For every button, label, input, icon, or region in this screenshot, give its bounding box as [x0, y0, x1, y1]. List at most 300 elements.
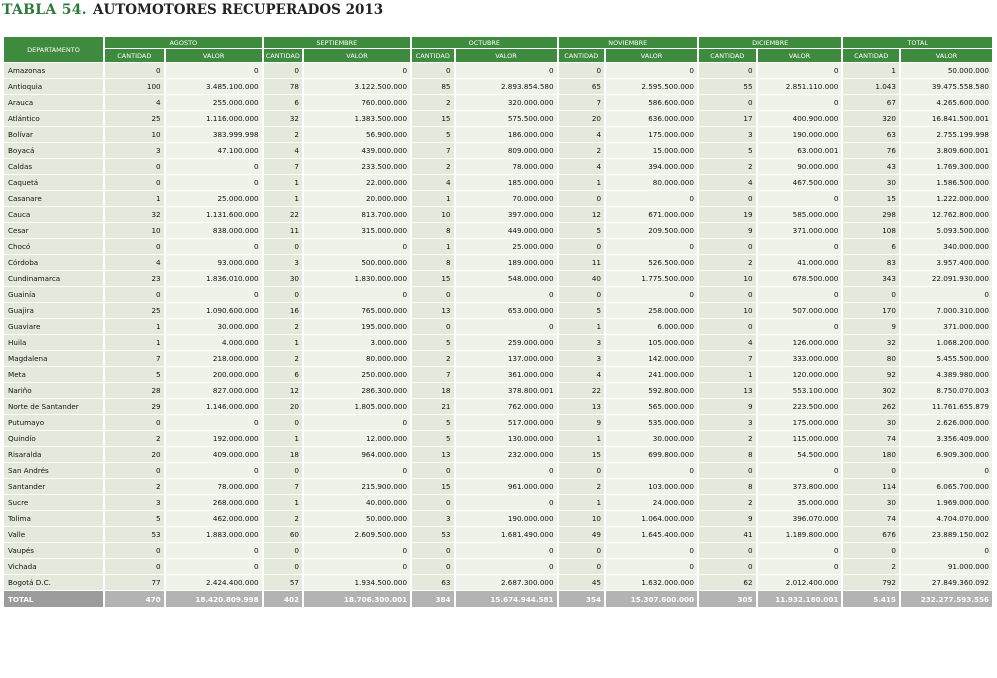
cantidad-cell: 4	[264, 143, 302, 158]
cantidad-cell: 0	[264, 239, 302, 254]
valor-cell: 0	[304, 415, 410, 430]
table-row	[4, 495, 992, 510]
valor-cell: 0	[456, 463, 557, 478]
cantidad-cell: 85	[412, 79, 453, 94]
cantidad-cell: 0	[264, 415, 302, 430]
valor-cell: 126.000.000	[758, 335, 842, 350]
valor-cell: 449.000.000	[456, 223, 557, 238]
valor-cell: 0	[456, 495, 557, 510]
valor-cell: 22.000.000	[304, 175, 410, 190]
cantidad-cell: 1	[699, 367, 756, 382]
cantidad-cell: 62	[699, 575, 756, 590]
departamento-cell: Huila	[4, 335, 103, 350]
departamento-cell: Córdoba	[4, 255, 103, 270]
valor-cell: 396.070.000	[758, 511, 842, 526]
cantidad-cell: 0	[264, 287, 302, 302]
valor-cell: 653.000.000	[456, 303, 557, 318]
header-cantidad: CANTIDAD	[264, 49, 302, 62]
cantidad-cell: 10	[105, 127, 164, 142]
cantidad-cell: 15	[412, 479, 453, 494]
cantidad-cell: 1.043	[843, 79, 899, 94]
table-row	[4, 159, 992, 174]
cantidad-cell: 0	[412, 63, 453, 78]
valor-cell: 1.189.800.000	[758, 527, 842, 542]
cantidad-cell: 15	[412, 111, 453, 126]
cantidad-cell: 0	[843, 287, 899, 302]
cantidad-cell: 10	[105, 223, 164, 238]
table-row	[4, 79, 992, 94]
departamento-cell: Cundinamarca	[4, 271, 103, 286]
cantidad-cell: 2	[264, 511, 302, 526]
valor-cell: 827.000.000	[166, 383, 262, 398]
cantidad-cell: 20	[559, 111, 604, 126]
valor-cell: 175.000.000	[606, 127, 697, 142]
header-departamento: DEPARTAMENTO	[4, 37, 103, 62]
valor-cell: 5.093.500.000	[901, 223, 992, 238]
valor-cell: 2.609.500.000	[304, 527, 410, 542]
valor-cell: 223.500.000	[758, 399, 842, 414]
cantidad-cell: 5	[559, 303, 604, 318]
valor-cell: 286.300.000	[304, 383, 410, 398]
cantidad-cell: 8	[699, 479, 756, 494]
valor-cell: 215.900.000	[304, 479, 410, 494]
valor-cell: 1.586.500.000	[901, 175, 992, 190]
valor-cell: 517.000.000	[456, 415, 557, 430]
table-row	[4, 575, 992, 590]
table-row	[4, 367, 992, 382]
cantidad-cell: 15	[412, 271, 453, 286]
valor-cell: 232.000.000	[456, 447, 557, 462]
valor-cell: 586.600.000	[606, 95, 697, 110]
valor-cell: 5.455.500.000	[901, 351, 992, 366]
valor-cell: 20.000.000	[304, 191, 410, 206]
valor-cell: 6.065.700.000	[901, 479, 992, 494]
valor-cell: 409.000.000	[166, 447, 262, 462]
cantidad-cell: 384	[412, 591, 453, 607]
cantidad-cell: 0	[105, 63, 164, 78]
cantidad-cell: 3	[412, 511, 453, 526]
valor-cell: 41.000.000	[758, 255, 842, 270]
valor-cell: 0	[606, 63, 697, 78]
valor-cell: 361.000.000	[456, 367, 557, 382]
cantidad-cell: 19	[699, 207, 756, 222]
departamento-cell: Bolívar	[4, 127, 103, 142]
cantidad-cell: 4	[105, 95, 164, 110]
valor-cell: 93.000.000	[166, 255, 262, 270]
departamento-cell: Antioquia	[4, 79, 103, 94]
cantidad-cell: 7	[264, 159, 302, 174]
cantidad-cell: 13	[699, 383, 756, 398]
cantidad-cell: 11	[559, 255, 604, 270]
valor-cell: 137.000.000	[456, 351, 557, 366]
header-month-diciembre: DICIEMBRE	[699, 37, 841, 48]
valor-cell: 103.000.000	[606, 479, 697, 494]
valor-cell: 0	[456, 63, 557, 78]
valor-cell: 258.000.000	[606, 303, 697, 318]
valor-cell: 809.000.000	[456, 143, 557, 158]
valor-cell: 340.000.000	[901, 239, 992, 254]
valor-cell: 0	[758, 63, 842, 78]
cantidad-cell: 9	[699, 399, 756, 414]
valor-cell: 218.000.000	[166, 351, 262, 366]
valor-cell: 0	[166, 287, 262, 302]
valor-cell: 190.000.000	[758, 127, 842, 142]
cantidad-cell: 8	[412, 255, 453, 270]
table-row	[4, 431, 992, 446]
header-total: TOTAL	[843, 37, 992, 48]
table-title	[2, 2, 383, 24]
valor-cell: 535.000.000	[606, 415, 697, 430]
cantidad-cell: 22	[559, 383, 604, 398]
cantidad-cell: 3	[699, 127, 756, 142]
cantidad-cell: 3	[264, 255, 302, 270]
valor-cell: 115.000.000	[758, 431, 842, 446]
cantidad-cell: 0	[699, 463, 756, 478]
valor-cell: 2.424.400.000	[166, 575, 262, 590]
valor-cell: 0	[166, 239, 262, 254]
cantidad-cell: 5.415	[843, 591, 899, 607]
valor-cell: 1.883.000.000	[166, 527, 262, 542]
valor-cell: 241.000.000	[606, 367, 697, 382]
cantidad-cell: 0	[843, 463, 899, 478]
cantidad-cell: 7	[412, 367, 453, 382]
cantidad-cell: 100	[105, 79, 164, 94]
valor-cell: 4.704.070.000	[901, 511, 992, 526]
valor-cell: 1.769.300.000	[901, 159, 992, 174]
valor-cell: 18.706.300.001	[304, 591, 410, 607]
valor-cell: 765.000.000	[304, 303, 410, 318]
cantidad-cell: 63	[412, 575, 453, 590]
header-valor: VALOR	[606, 49, 697, 62]
table-row	[4, 207, 992, 222]
valor-cell: 200.000.000	[166, 367, 262, 382]
valor-cell: 3.356.409.000	[901, 431, 992, 446]
cantidad-cell: 1	[105, 191, 164, 206]
cantidad-cell: 74	[843, 431, 899, 446]
cantidad-cell: 0	[559, 559, 604, 574]
valor-cell: 0	[758, 319, 842, 334]
valor-cell: 0	[166, 559, 262, 574]
departamento-cell: Risaralda	[4, 447, 103, 462]
departamento-cell: Boyacá	[4, 143, 103, 158]
valor-cell: 838.000.000	[166, 223, 262, 238]
table-row	[4, 127, 992, 142]
table-caption: AUTOMOTORES RECUPERADOS 2013	[92, 2, 384, 18]
total-row	[4, 591, 992, 607]
cantidad-cell: 2	[843, 559, 899, 574]
valor-cell: 548.000.000	[456, 271, 557, 286]
cantidad-cell: 402	[264, 591, 302, 607]
table-row	[4, 175, 992, 190]
valor-cell: 3.000.000	[304, 335, 410, 350]
cantidad-cell: 10	[559, 511, 604, 526]
cantidad-cell: 30	[843, 175, 899, 190]
cantidad-cell: 0	[264, 559, 302, 574]
cantidad-cell: 0	[699, 287, 756, 302]
cantidad-cell: 2	[699, 495, 756, 510]
cantidad-cell: 0	[105, 175, 164, 190]
cantidad-cell: 53	[412, 527, 453, 542]
cantidad-cell: 18	[264, 447, 302, 462]
table-row	[4, 399, 992, 414]
table-row	[4, 287, 992, 302]
table-row	[4, 415, 992, 430]
valor-cell: 0	[304, 543, 410, 558]
valor-cell: 3.957.400.000	[901, 255, 992, 270]
cantidad-cell: 6	[264, 95, 302, 110]
valor-cell: 90.000.000	[758, 159, 842, 174]
valor-cell: 0	[304, 63, 410, 78]
valor-cell: 0	[606, 543, 697, 558]
valor-cell: 0	[166, 463, 262, 478]
cantidad-cell: 41	[699, 527, 756, 542]
valor-cell: 63.000.001	[758, 143, 842, 158]
cantidad-cell: 15	[559, 447, 604, 462]
departamento-cell: Caquetá	[4, 175, 103, 190]
valor-cell: 964.000.000	[304, 447, 410, 462]
valor-cell: 12.762.800.000	[901, 207, 992, 222]
cantidad-cell: 7	[264, 479, 302, 494]
valor-cell: 394.000.000	[606, 159, 697, 174]
valor-cell: 1.830.000.000	[304, 271, 410, 286]
cantidad-cell: 108	[843, 223, 899, 238]
valor-cell: 0	[456, 319, 557, 334]
cantidad-cell: 20	[264, 399, 302, 414]
table-body	[4, 63, 992, 607]
valor-cell: 4.265.600.000	[901, 95, 992, 110]
valor-cell: 268.000.000	[166, 495, 262, 510]
cantidad-cell: 5	[559, 223, 604, 238]
cantidad-cell: 13	[412, 303, 453, 318]
valor-cell: 0	[606, 239, 697, 254]
valor-cell: 1.836.010.000	[166, 271, 262, 286]
valor-cell: 2.755.199.998	[901, 127, 992, 142]
departamento-cell: Putumayo	[4, 415, 103, 430]
cantidad-cell: 1	[105, 319, 164, 334]
table-row	[4, 479, 992, 494]
cantidad-cell: 2	[264, 351, 302, 366]
valor-cell: 80.000.000	[304, 351, 410, 366]
cantidad-cell: 0	[105, 287, 164, 302]
cantidad-cell: 4	[699, 175, 756, 190]
valor-cell: 0	[758, 191, 842, 206]
valor-cell: 592.800.000	[606, 383, 697, 398]
cantidad-cell: 9	[843, 319, 899, 334]
valor-cell: 15.307.600.000	[606, 591, 697, 607]
cantidad-cell: 7	[699, 351, 756, 366]
valor-cell: 192.000.000	[166, 431, 262, 446]
cantidad-cell: 0	[699, 191, 756, 206]
cantidad-cell: 40	[559, 271, 604, 286]
departamento-cell: Guaviare	[4, 319, 103, 334]
cantidad-cell: 4	[559, 127, 604, 142]
cantidad-cell: 0	[699, 319, 756, 334]
departamento-cell: Cesar	[4, 223, 103, 238]
header-cantidad: CANTIDAD	[105, 49, 164, 62]
valor-cell: 1.681.490.000	[456, 527, 557, 542]
header-valor: VALOR	[304, 49, 410, 62]
table-row	[4, 383, 992, 398]
valor-cell: 4.389.980.000	[901, 367, 992, 382]
departamento-cell: Cauca	[4, 207, 103, 222]
cantidad-cell: 20	[105, 447, 164, 462]
cantidad-cell: 30	[843, 415, 899, 430]
cantidad-cell: 13	[412, 447, 453, 462]
cantidad-cell: 1	[559, 319, 604, 334]
cantidad-cell: 6	[264, 367, 302, 382]
valor-cell: 671.000.000	[606, 207, 697, 222]
cantidad-cell: 2	[264, 319, 302, 334]
valor-cell: 1.645.400.000	[606, 527, 697, 542]
valor-cell: 762.000.000	[456, 399, 557, 414]
cantidad-cell: 5	[412, 127, 453, 142]
valor-cell: 40.000.000	[304, 495, 410, 510]
valor-cell: 70.000.000	[456, 191, 557, 206]
header-cantidad: CANTIDAD	[559, 49, 604, 62]
cantidad-cell: 3	[699, 415, 756, 430]
valor-cell: 233.500.000	[304, 159, 410, 174]
valor-cell: 209.500.000	[606, 223, 697, 238]
valor-cell: 0	[758, 287, 842, 302]
cantidad-cell: 22	[264, 207, 302, 222]
header-month-octubre: OCTUBRE	[412, 37, 556, 48]
departamento-cell: Nariño	[4, 383, 103, 398]
valor-cell: 189.000.000	[456, 255, 557, 270]
header-valor: VALOR	[758, 49, 842, 62]
table-row	[4, 191, 992, 206]
cantidad-cell: 2	[699, 255, 756, 270]
valor-cell: 2.595.500.000	[606, 79, 697, 94]
cantidad-cell: 676	[843, 527, 899, 542]
cantidad-cell: 74	[843, 511, 899, 526]
departamento-cell: Guajira	[4, 303, 103, 318]
valor-cell: 11.761.655.879	[901, 399, 992, 414]
valor-cell: 30.000.000	[606, 431, 697, 446]
departamento-cell: TOTAL	[4, 591, 103, 607]
valor-cell: 0	[456, 559, 557, 574]
cantidad-cell: 2	[412, 95, 453, 110]
cantidad-cell: 0	[412, 287, 453, 302]
cantidad-cell: 0	[843, 543, 899, 558]
valor-cell: 130.000.000	[456, 431, 557, 446]
cantidad-cell: 1	[264, 191, 302, 206]
departamento-cell: Santander	[4, 479, 103, 494]
cantidad-cell: 2	[105, 431, 164, 446]
valor-cell: 565.000.000	[606, 399, 697, 414]
valor-cell: 0	[606, 287, 697, 302]
departamento-cell: Atlántico	[4, 111, 103, 126]
valor-cell: 232.277.593.556	[901, 591, 992, 607]
cantidad-cell: 170	[843, 303, 899, 318]
departamento-cell: Guainía	[4, 287, 103, 302]
cantidad-cell: 0	[105, 415, 164, 430]
header-month-noviembre: NOVIEMBRE	[559, 37, 697, 48]
cantidad-cell: 57	[264, 575, 302, 590]
cantidad-cell: 302	[843, 383, 899, 398]
valor-cell: 0	[304, 463, 410, 478]
valor-cell: 4.000.000	[166, 335, 262, 350]
cantidad-cell: 1	[559, 175, 604, 190]
valor-cell: 91.000.000	[901, 559, 992, 574]
valor-cell: 54.500.000	[758, 447, 842, 462]
cantidad-cell: 0	[559, 191, 604, 206]
valor-cell: 585.000.000	[758, 207, 842, 222]
cantidad-cell: 0	[699, 543, 756, 558]
cantidad-cell: 1	[105, 335, 164, 350]
header-cantidad: CANTIDAD	[843, 49, 899, 62]
header-valor: VALOR	[456, 49, 557, 62]
cantidad-cell: 45	[559, 575, 604, 590]
cantidad-cell: 6	[843, 239, 899, 254]
cantidad-cell: 67	[843, 95, 899, 110]
cantidad-cell: 30	[264, 271, 302, 286]
cantidad-cell: 17	[699, 111, 756, 126]
table-row	[4, 351, 992, 366]
cantidad-cell: 30	[843, 495, 899, 510]
valor-cell: 462.000.000	[166, 511, 262, 526]
valor-cell: 0	[166, 63, 262, 78]
valor-cell: 0	[758, 463, 842, 478]
cantidad-cell: 4	[559, 367, 604, 382]
cantidad-cell: 2	[699, 431, 756, 446]
cantidad-cell: 1	[412, 191, 453, 206]
departamento-cell: Arauca	[4, 95, 103, 110]
valor-cell: 27.849.360.092	[901, 575, 992, 590]
cantidad-cell: 9	[699, 511, 756, 526]
departamento-cell: Vaupés	[4, 543, 103, 558]
cantidad-cell: 16	[264, 303, 302, 318]
cantidad-cell: 0	[105, 159, 164, 174]
table-row	[4, 95, 992, 110]
table-row	[4, 239, 992, 254]
valor-cell: 1.805.000.000	[304, 399, 410, 414]
valor-cell: 8.750.070.003	[901, 383, 992, 398]
departamento-cell: Magdalena	[4, 351, 103, 366]
header-valor: VALOR	[166, 49, 262, 62]
valor-cell: 3.122.500.000	[304, 79, 410, 94]
valor-cell: 1.632.000.000	[606, 575, 697, 590]
cantidad-cell: 1	[264, 495, 302, 510]
cantidad-cell: 7	[559, 95, 604, 110]
cantidad-cell: 0	[105, 559, 164, 574]
cantidad-cell: 470	[105, 591, 164, 607]
table-number: TABLA 54.	[2, 2, 87, 18]
valor-cell: 439.000.000	[304, 143, 410, 158]
valor-cell: 2.687.300.000	[456, 575, 557, 590]
departamento-cell: Meta	[4, 367, 103, 382]
cantidad-cell: 4	[412, 175, 453, 190]
cantidad-cell: 12	[559, 207, 604, 222]
cantidad-cell: 23	[105, 271, 164, 286]
valor-cell: 371.000.000	[901, 319, 992, 334]
cantidad-cell: 1	[559, 431, 604, 446]
valor-cell: 1.090.600.000	[166, 303, 262, 318]
valor-cell: 0	[901, 287, 992, 302]
cantidad-cell: 2	[699, 159, 756, 174]
departamento-cell: Bogotá D.C.	[4, 575, 103, 590]
cantidad-cell: 32	[264, 111, 302, 126]
cantidad-cell: 0	[412, 559, 453, 574]
valor-cell: 186.000.000	[456, 127, 557, 142]
valor-cell: 813.700.000	[304, 207, 410, 222]
valor-cell: 0	[758, 543, 842, 558]
valor-cell: 16.841.500.001	[901, 111, 992, 126]
table-row	[4, 447, 992, 462]
table-row	[4, 527, 992, 542]
departamento-cell: Chocó	[4, 239, 103, 254]
valor-cell: 195.000.000	[304, 319, 410, 334]
cantidad-cell: 7	[412, 143, 453, 158]
